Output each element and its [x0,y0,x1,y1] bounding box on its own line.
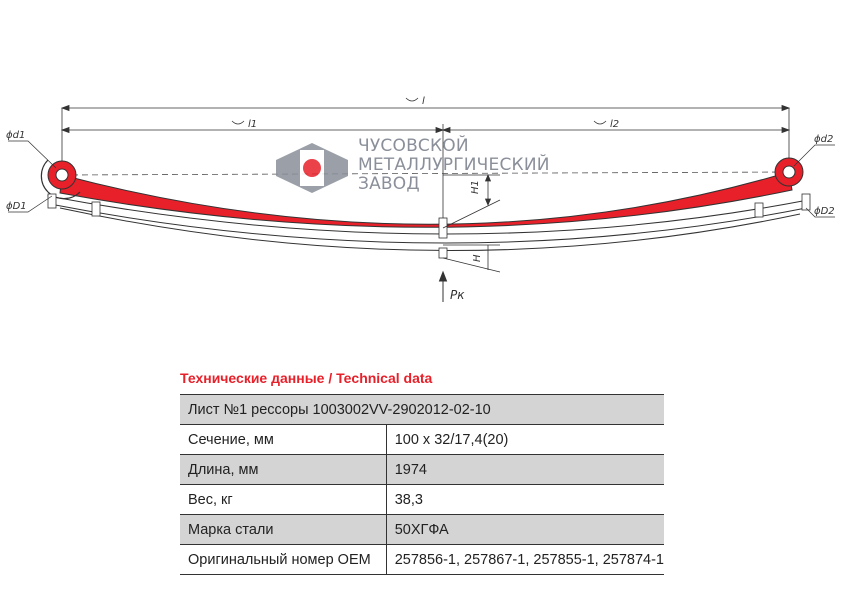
row-value: 38,3 [386,485,664,515]
row-label: Длина, мм [180,455,386,485]
row-value: 100 x 32/17,4(20) [386,425,664,455]
table-row [180,425,664,455]
third-leaf [60,208,800,251]
dim-d2-label: ϕd2 [814,134,834,145]
row-label: Сечение, мм [180,425,386,455]
centre-bolt-end [439,248,447,258]
company-logo-text [358,137,550,194]
row-label: Марка стали [180,515,386,545]
dim-h-label: H [472,254,483,262]
chmz-logo-icon [276,143,348,193]
dim-l2-label: l2 [610,119,620,130]
technical-data-title: Технические данные / Technical data [180,370,433,386]
row-value: 1974 [386,455,664,485]
row-value: 257856-1, 257867-1, 257855-1, 257874-1 [386,545,664,575]
logo-line-1: ЧУСОВСКОЙ [358,136,469,156]
dim-l1-label: l1 [248,119,258,130]
row-label: Вес, кг [180,485,386,515]
table-header-cell: Лист №1 рессоры 1003002VV-2902012-02-10 [180,395,664,425]
force-label: Pк [450,288,465,302]
force-arrow [440,272,447,302]
dim-D1-label: ϕD1 [6,201,27,212]
logo-line-2: МЕТАЛЛУРГИЧЕСКИЙ [358,155,550,175]
row-label: Оригинальный номер OEM [180,545,386,575]
table-header-row [180,395,664,425]
dim-D2-label: ϕD2 [814,206,835,217]
table-row [180,545,664,575]
table-row [180,515,664,545]
table-row [180,485,664,515]
technical-data-table [180,394,664,575]
logo-line-3: ЗАВОД [358,174,420,194]
dim-l-label: l [422,96,425,107]
row-value: 50ХГФА [386,515,664,545]
table-row [180,455,664,485]
right-eye [775,158,803,186]
dim-h1-label: H1 [470,180,481,194]
dim-d1-label: ϕd1 [6,130,26,141]
